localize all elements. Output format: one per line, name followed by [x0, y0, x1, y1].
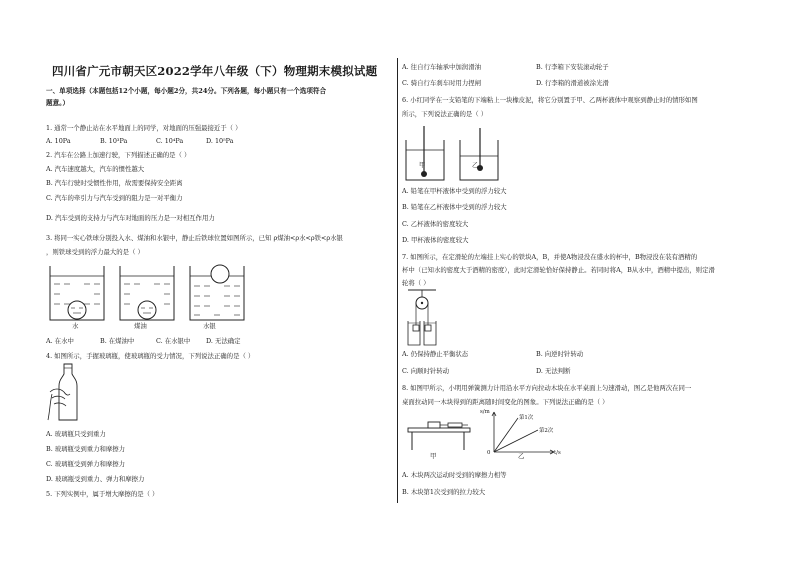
q8-graph-origin: 0: [487, 450, 491, 456]
q5-option-c: C. 骑自行车刹车时用力捏闸: [402, 79, 482, 87]
q5-option-d: D. 行李箱的滑道被涂光滑: [536, 79, 609, 87]
q2-stem: 2. 汽车在公路上加速行驶，下列描述正确的是（ ）: [46, 151, 191, 159]
q7-option-d: D. 无法判断: [536, 367, 571, 375]
q8-table-figure: [406, 418, 478, 452]
q7-pulley-figure: [404, 289, 440, 347]
q6-option-b: B. 铅笔在乙杯液体中受到的浮力较大: [402, 203, 507, 211]
q4-option-d: D. 玻璃瓶受到重力、弹力和摩擦力: [46, 475, 145, 483]
q6-option-c: C. 乙杯液体的密度较大: [402, 220, 469, 228]
q6-option-d: D. 甲杯液体的密度较大: [402, 236, 469, 244]
q4-option-b: B. 玻璃瓶受到重力和摩擦力: [46, 445, 126, 453]
q4-option-c: C. 玻璃瓶受到弹力和摩擦力: [46, 460, 126, 468]
q1-option-a: A. 10Pa: [46, 137, 71, 145]
q6-option-a: A. 铅笔在甲杯液体中受到的浮力较大: [402, 187, 507, 195]
q3-beakers-figure: [46, 258, 246, 330]
q8-option-b: B. 木块第1次受到的拉力较大: [402, 488, 486, 496]
q4-option-a: A. 玻璃瓶只受到重力: [46, 430, 106, 438]
q7-stem: 7. 如图所示，在定滑轮的左端挂上实心的铁块A，B，并使A物浸没在盛水的杯中，B物浸没在装有酒精的: [402, 253, 698, 261]
q3-option-a: A. 在水中: [46, 337, 74, 345]
q8-stem: 8. 如图甲所示，小明用弹簧测力计用沿水平方向拉动木块在水平桌面上匀速滑动，图乙是他两次在同一: [402, 384, 692, 392]
q2-option-b: B. 汽车行驶时受惯性作用，故需要保持安全距离: [46, 179, 183, 187]
q3-label-mercury: 水银: [203, 322, 216, 330]
q3-option-d: D. 无法确定: [206, 337, 241, 345]
page-title: 四川省广元市朝天区2022学年八年级（下）物理期末模拟试题: [52, 64, 378, 78]
q6-label-a: 甲: [419, 161, 426, 169]
q7-stem-cont: 杯中（已知水的密度大于酒精的密度），此时定滑轮恰好保持静止。若同时将A，B从水中，酒精中提出，则定滑: [402, 266, 715, 274]
q5-stem: 5. 下列实例中，属于增大摩擦的是（ ）: [46, 490, 159, 498]
q5-option-a: A. 往自行车轴承中加润滑油: [402, 63, 481, 71]
q3-stem-cont: ，则铁球受到的浮力最大的是（ ）: [46, 248, 144, 256]
q4-stem: 4. 如图所示，手握玻璃瓶，使玻璃瓶的受力情况，下列说法正确的是（ ）: [46, 352, 255, 360]
q3-label-kerosene: 煤油: [134, 322, 147, 330]
q8-graph-ylabel: s/m: [480, 409, 490, 415]
q6-label-b: 乙: [472, 161, 479, 169]
q6-stem-cont: 所示，下列说法正确的是（ ）: [402, 110, 488, 118]
q7-option-a: A. 仍保持静止平衡状态: [402, 350, 469, 358]
q1-option-c: C. 10⁴Pa: [156, 137, 184, 145]
q8-option-a: A. 木块两次运动时受到的摩擦力相等: [402, 471, 507, 479]
q1-stem: 1. 通常一个静止站在水平地面上的同学，对地面的压强最接近于（ ）: [46, 124, 242, 132]
q3-stem: 3. 将同一实心铁球分别投入水、煤油和水银中，静止后铁球位置如图所示，已知 ρ煤油<ρ水<ρ铁<ρ水银: [46, 234, 343, 242]
q5-option-b: B. 行李箱下安装滚动轮子: [536, 63, 609, 71]
q8-label-yi: 乙: [518, 452, 525, 460]
q2-option-a: A. 汽车速度越大，汽车的惯性越大: [46, 165, 145, 173]
q3-option-b: B. 在煤油中: [100, 337, 135, 345]
q6-stem: 6. 小红同学在一支铅笔的下端粘上一块橡皮泥，将它分别置于甲、乙两杯液体中观察到静止时的情形如图: [402, 96, 698, 104]
q1-option-d: D. 10⁵Pa: [206, 137, 234, 145]
q2-option-d: D. 汽车受到的支持力与汽车对地面的压力是一对相互作用力: [46, 214, 215, 222]
q7-option-b: B. 向逆时针转动: [536, 350, 584, 358]
q8-label-jia: 甲: [430, 452, 437, 460]
q3-option-c: C. 在水银中: [156, 337, 191, 345]
q8-stem-cont: 桌面拉动同一木块得到的距离随时间变化的图象。下列说法正确的是（ ）: [402, 398, 609, 406]
q8-graph-line1-label: 第1次: [519, 415, 534, 421]
q7-option-c: C. 向顺时针转动: [402, 367, 450, 375]
section-heading-cont: 题意。）: [46, 99, 70, 107]
q6-pencil-cups-figure: [404, 122, 504, 184]
q2-option-c: C. 汽车的牵引力与汽车受到的阻力是一对平衡力: [46, 194, 183, 202]
q7-stem-cont2: 轮将（ ）: [402, 279, 430, 287]
column-divider: [397, 58, 398, 503]
q1-option-b: B. 10³Pa: [100, 137, 128, 145]
q8-graph-line2-label: 第2次: [539, 428, 554, 434]
section-heading: 一、单项选择（本题包括12个小题，每小题2分，共24分。下列各题，每小题只有一个选项符合: [46, 87, 327, 95]
q8-graph-xlabel: t/s: [554, 450, 561, 456]
q4-hand-bottle-figure: [46, 362, 86, 424]
q3-label-water: 水: [72, 322, 79, 330]
